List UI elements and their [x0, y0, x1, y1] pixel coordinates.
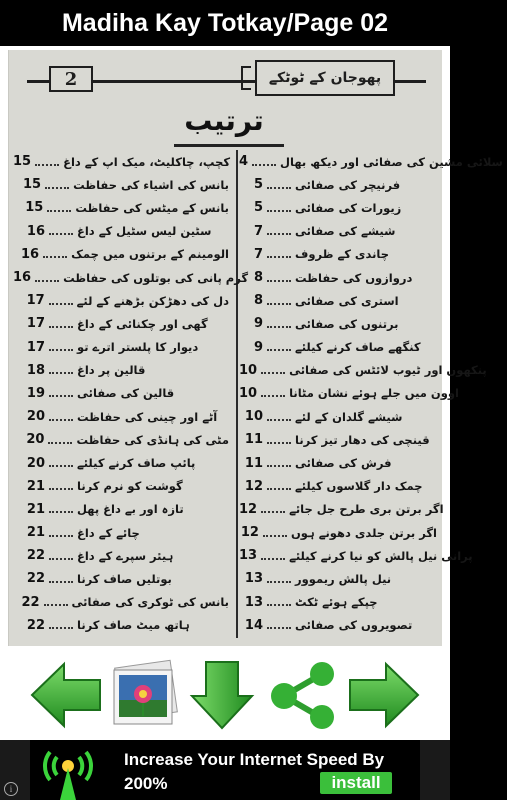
- previous-page-button[interactable]: [30, 660, 102, 730]
- toc-entry: [239, 382, 459, 405]
- toc-entry-leader: [267, 581, 291, 583]
- toc-entry: [239, 266, 441, 289]
- toc-entry-page: 7: [253, 246, 263, 262]
- toc-entry: [239, 451, 441, 474]
- toc-entry-leader: [267, 488, 291, 490]
- download-button[interactable]: [190, 660, 254, 730]
- toc-entry-page: 12: [239, 501, 258, 517]
- toc-entry: [13, 591, 233, 614]
- toc-entry-page: 20: [26, 455, 45, 471]
- toc-entry-title: سٹین لیس سٹیل کے داغ: [77, 224, 212, 239]
- toc-entry-title: گرم پانی کی بوتلوں کی حفاظت: [63, 270, 249, 285]
- toc-entry-page: 17: [26, 293, 45, 309]
- toc-entry: [13, 336, 233, 359]
- toc-entry-page: 12: [244, 478, 263, 494]
- toc-entry-title: قالین پر داغ: [77, 363, 146, 378]
- toc-entry-title: الومینم کے برتنوں میں چمک: [71, 247, 229, 262]
- toc-entry: [13, 521, 233, 544]
- toc-entry-title: شیشے گلدان کے لئے: [295, 409, 403, 424]
- toc-entry: [13, 150, 233, 173]
- heading-underline: [174, 144, 284, 147]
- toc-entry-leader: [49, 372, 73, 374]
- toc-entry: [13, 475, 233, 498]
- toc-entry-page: 18: [26, 362, 45, 378]
- toc-entry-leader: [261, 372, 285, 374]
- share-icon: [266, 660, 342, 730]
- toc-entry: [239, 405, 441, 428]
- toc-entry-page: 22: [26, 571, 45, 587]
- toc-entry: [13, 312, 233, 335]
- toc-entry-title: سلائی مشین کی صفائی اور دیکھ بھال: [280, 154, 503, 169]
- toc-entry-page: 22: [26, 617, 45, 633]
- toc-entry-leader: [49, 395, 73, 397]
- toc-entry-title: دروازوں کی حفاظت: [295, 270, 413, 285]
- toc-entry-page: 12: [240, 525, 259, 541]
- toc-entry-title: فرنیچر کی صفائی: [295, 177, 401, 192]
- navigation-bar: [0, 650, 450, 740]
- toc-entry-leader: [49, 558, 73, 560]
- toc-entry-page: 10: [244, 409, 263, 425]
- page-number-box: 2: [49, 66, 93, 92]
- toc-entry-page: 10: [239, 362, 258, 378]
- gallery-button[interactable]: [108, 660, 182, 730]
- toc-entry-title: بانس کے میٹس کی حفاظت: [75, 200, 229, 215]
- toc-entry-title: پائپ صاف کرنے کیلئے: [77, 456, 196, 471]
- toc-entry-page: 22: [26, 548, 45, 564]
- toc-entry: [239, 150, 503, 173]
- toc-entry-leader: [267, 349, 291, 351]
- toc-entry-title: قینچی کی دھار تیز کرنا: [295, 432, 430, 447]
- toc-entry: [13, 498, 233, 521]
- ad-banner[interactable]: [0, 740, 450, 800]
- toc-entry-page: 8: [253, 293, 263, 309]
- toc-entry-leader: [49, 349, 73, 351]
- ad-text-line1: Increase Your Internet Speed By: [124, 750, 385, 769]
- toc-entry: [239, 359, 487, 382]
- book-title: پھوجان کے ٹوٹکے: [255, 60, 395, 96]
- toc-entry: [13, 359, 233, 382]
- toc-entry-leader: [43, 256, 67, 258]
- toc-entry-leader: [49, 419, 73, 421]
- toc-entry-title: آٹے اور چینی کی حفاظت: [77, 409, 218, 424]
- toc-entry: [239, 567, 441, 590]
- toc-entry: [239, 428, 441, 451]
- toc-entry-page: 9: [253, 339, 263, 355]
- toc-entry-title: چمک دار گلاسوں کیلئے: [295, 479, 423, 494]
- toc-entry-title: دل کی دھڑکن بڑھنے کے لئے: [76, 293, 229, 308]
- toc-entry-leader: [267, 326, 291, 328]
- toc-entry-page: 13: [244, 571, 263, 587]
- toc-entry-page: 13: [239, 548, 258, 564]
- toc-entry-title: قالین کی صفائی: [77, 386, 175, 401]
- toc-entry-title: شیشے کی صفائی: [295, 224, 396, 239]
- toc-entry-page: 4: [239, 154, 249, 170]
- toc-entry-page: 9: [253, 316, 263, 332]
- scanned-page: [8, 50, 503, 646]
- toc-entry-page: 16: [21, 246, 40, 262]
- toc-entry-leader: [49, 303, 73, 305]
- toc-entry-leader: [35, 280, 59, 282]
- toc-entry-title: بوتلیں صاف کرنا: [77, 571, 172, 586]
- ad-install-button[interactable]: install: [320, 772, 392, 794]
- contents-heading: ترتیب: [184, 103, 264, 137]
- toc-entry-leader: [35, 164, 59, 166]
- toc-entry-title: نیل پالش ریموور: [295, 571, 392, 586]
- ad-edge-right: [420, 740, 450, 800]
- toc-entry-page: 8: [253, 270, 263, 286]
- toc-entry-title: ہاتھ میٹ صاف کرنا: [77, 618, 190, 633]
- toc-entry-page: 21: [26, 525, 45, 541]
- toc-entry-leader: [267, 210, 291, 212]
- app-title-bar: [0, 0, 450, 46]
- toc-entry-page: 22: [21, 594, 40, 610]
- toc-entry: [13, 544, 233, 567]
- toc-entry-title: استری کی صفائی: [295, 293, 399, 308]
- toc-entry-leader: [48, 442, 72, 444]
- toc-entry-leader: [267, 465, 291, 467]
- toc-entry-leader: [45, 187, 69, 189]
- toc-entry-title: چائے کے داغ: [77, 525, 140, 540]
- toc-entry: [239, 521, 441, 544]
- toc-entry: [13, 266, 249, 289]
- toc-entry-leader: [47, 210, 71, 212]
- toc-entry-page: 17: [26, 339, 45, 355]
- toc-entry-page: 7: [253, 223, 263, 239]
- gallery-icon: [108, 660, 182, 730]
- toc-entry-page: 10: [239, 385, 258, 401]
- toc-entry: [13, 243, 233, 266]
- toc-entry: [239, 312, 441, 335]
- toc-entry-title: پنکھوں اور ٹیوب لائٹس کی صفائی: [289, 363, 487, 378]
- toc-entry-title: چاندی کے ظروف: [295, 247, 390, 262]
- toc-entry-title: تصویروں کی صفائی: [295, 618, 413, 633]
- app-title: Madiha Kay Totkay/Page 02: [61, 8, 389, 37]
- toc-entry-page: 16: [26, 223, 45, 239]
- toc-entry: [239, 475, 441, 498]
- ad-info-icon[interactable]: i: [4, 782, 18, 796]
- toc-entry-page: 17: [26, 316, 45, 332]
- toc-entry-leader: [267, 187, 291, 189]
- toc-entry-leader: [267, 256, 291, 258]
- down-arrow-icon: [190, 660, 254, 730]
- toc-entry-title: پرانی نیل پالش کو نیا کرنے کیلئے: [289, 548, 473, 563]
- toc-entry-title: اگر برتن جلدی دھونے ہوں: [290, 525, 437, 540]
- toc-entry-title: اوون میں جلے ہوئے نشان مٹانا: [289, 386, 459, 401]
- toc-entry: [239, 220, 441, 243]
- toc-entry-page: 20: [26, 409, 45, 425]
- left-arrow-icon: [30, 660, 102, 730]
- toc-entry-title: ہیئر سپرے کے داغ: [77, 548, 174, 563]
- toc-entry: [13, 428, 233, 451]
- toc-entry: [13, 289, 233, 312]
- toc-entry-leader: [267, 280, 291, 282]
- toc-entry: [13, 382, 233, 405]
- column-divider: [236, 150, 238, 638]
- toc-entry: [239, 173, 441, 196]
- wifi-signal-icon: [40, 742, 96, 800]
- toc-entry-leader: [267, 604, 291, 606]
- toc-entry-title: زیورات کی صفائی: [295, 200, 402, 215]
- toc-entry: [13, 173, 233, 196]
- right-arrow-icon: [348, 660, 420, 730]
- toc-entry: [13, 614, 233, 637]
- toc-entry-title: کنگھے صاف کرنے کیلئے: [295, 340, 421, 355]
- toc-entry-title: فرش کی صفائی: [295, 456, 392, 471]
- toc-entry-leader: [49, 581, 73, 583]
- toc-entry-page: 5: [253, 200, 263, 216]
- toc-entry-page: 11: [244, 432, 263, 448]
- next-page-button[interactable]: [348, 660, 420, 730]
- toc-entry-leader: [261, 511, 285, 513]
- toc-entry-leader: [263, 535, 287, 537]
- toc-column-right: [239, 150, 503, 638]
- toc-entry: [239, 243, 441, 266]
- toc-entry-page: 16: [13, 270, 32, 286]
- page-viewer[interactable]: [0, 46, 503, 650]
- toc-entry-title: چپکے ہوئے ٹکٹ: [295, 595, 378, 610]
- toc-entry-leader: [44, 604, 68, 606]
- toc-entry-leader: [49, 233, 73, 235]
- toc-entry-page: 14: [244, 617, 263, 633]
- toc-entry-leader: [49, 465, 73, 467]
- toc-entry: [239, 614, 441, 637]
- toc-entry-title: تازہ اور بے داغ پھل: [77, 502, 184, 517]
- toc-entry-leader: [49, 511, 73, 513]
- toc-entry: [239, 289, 441, 312]
- toc-entry: [239, 196, 441, 219]
- toc-entry: [239, 336, 441, 359]
- toc-entry-leader: [49, 326, 73, 328]
- toc-entry-title: بانس کی ٹوکری کی صفائی: [71, 595, 229, 610]
- toc-entry-page: 20: [26, 432, 45, 448]
- toc-entry-leader: [267, 303, 291, 305]
- toc-entry: [239, 498, 444, 521]
- toc-entry: [13, 567, 233, 590]
- toc-entry-leader: [49, 627, 73, 629]
- toc-entry-page: 15: [13, 154, 32, 170]
- toc-entry: [239, 544, 473, 567]
- toc-entry-page: 11: [244, 455, 263, 471]
- toc-entry-leader: [267, 233, 291, 235]
- toc-entry-page: 13: [244, 594, 263, 610]
- toc-entry-page: 15: [23, 177, 42, 193]
- toc-entry-title: گوشت کو نرم کرنا: [77, 479, 183, 494]
- toc-entry-page: 19: [26, 385, 45, 401]
- toc-entry: [13, 451, 233, 474]
- toc-entry-title: مٹی کی ہانڈی کی حفاظت: [76, 432, 229, 447]
- toc-entry-leader: [261, 558, 285, 560]
- toc-entry-title: گھی اور چکنائی کے داغ: [77, 316, 208, 331]
- toc-entry-leader: [267, 442, 291, 444]
- toc-entry-title: دیوار کا پلستر اترے تو: [77, 340, 199, 355]
- toc-entry-title: کچپ، چاکلیٹ، میک اپ کے داغ: [63, 154, 231, 169]
- toc-entry-title: برتنوں کی صفائی: [295, 316, 399, 331]
- toc-entry-page: 5: [253, 177, 263, 193]
- toc-entry-title: اگر برتن بری طرح جل جائے: [289, 502, 444, 517]
- toc-entry: [13, 196, 233, 219]
- toc-entry: [13, 220, 233, 243]
- toc-entry-title: بانس کی اشیاء کی حفاظت: [73, 177, 229, 192]
- toc-entry-page: 21: [26, 478, 45, 494]
- toc-entry-leader: [267, 627, 291, 629]
- book-title-bracket: [241, 66, 251, 90]
- toc-entry-leader: [261, 395, 285, 397]
- toc-entry-leader: [49, 488, 73, 490]
- toc-entry: [13, 405, 233, 428]
- ad-text-line2: 200%: [124, 774, 168, 793]
- toc-entry-leader: [49, 535, 73, 537]
- toc-entry: [239, 591, 441, 614]
- toc-entry-page: 21: [26, 501, 45, 517]
- share-button[interactable]: [266, 660, 342, 730]
- toc-entry-leader: [252, 164, 276, 166]
- toc-entry-page: 15: [25, 200, 44, 216]
- toc-entry-leader: [267, 419, 291, 421]
